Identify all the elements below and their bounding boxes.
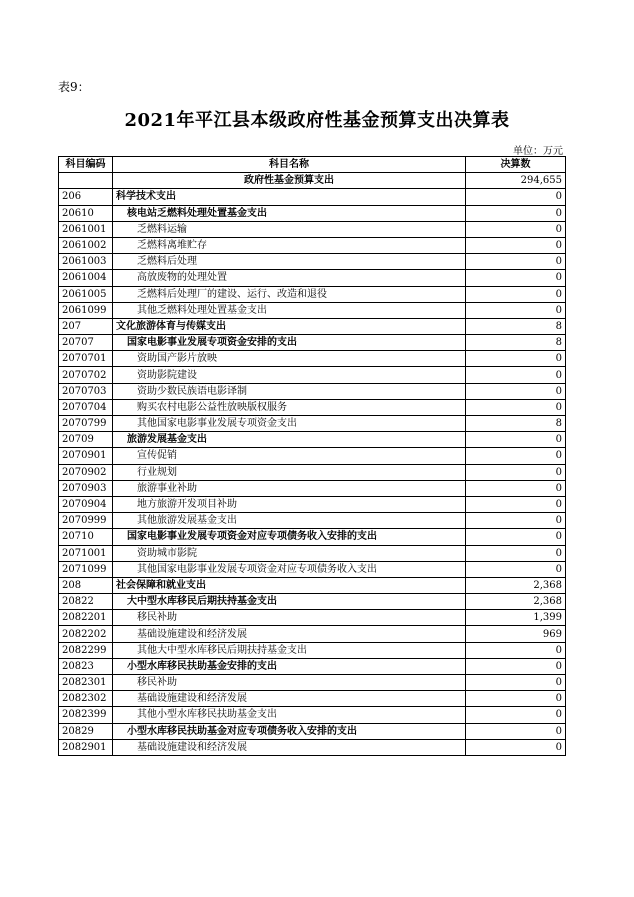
table-body xyxy=(59,173,566,756)
row-amount: 0 xyxy=(466,496,566,512)
row-name: 乏燃料后处理厂的建设、运行、改造和退役 xyxy=(113,286,466,302)
row-amount: 0 xyxy=(466,561,566,577)
table-row xyxy=(59,254,566,270)
row-amount: 0 xyxy=(466,254,566,270)
table-row xyxy=(59,626,566,642)
table-row xyxy=(59,561,566,577)
row-amount: 0 xyxy=(466,642,566,658)
row-amount: 0 xyxy=(466,545,566,561)
row-amount: 0 xyxy=(466,707,566,723)
row-name: 其他国家电影事业发展专项资金支出 xyxy=(113,416,466,432)
row-name: 科学技术支出 xyxy=(113,189,466,205)
row-amount: 0 xyxy=(466,383,566,399)
row-name: 其他国家电影事业发展专项资金对应专项债务收入支出 xyxy=(113,561,466,577)
header-name: 科目名称 xyxy=(113,157,466,173)
row-name: 核电站乏燃料处理处置基金支出 xyxy=(113,205,466,221)
row-code: 2082399 xyxy=(59,707,113,723)
row-name: 宣传促销 xyxy=(113,448,466,464)
row-amount: 0 xyxy=(466,691,566,707)
header-amount: 决算数 xyxy=(466,157,566,173)
row-code: 20822 xyxy=(59,594,113,610)
table-row xyxy=(59,318,566,334)
row-name: 小型水库移民扶助基金对应专项债务收入安排的支出 xyxy=(113,723,466,739)
table-row xyxy=(59,529,566,545)
row-name: 乏燃料运输 xyxy=(113,221,466,237)
row-name: 其他旅游发展基金支出 xyxy=(113,513,466,529)
row-name: 国家电影事业发展专项资金安排的支出 xyxy=(113,335,466,351)
table-row xyxy=(59,383,566,399)
row-amount: 0 xyxy=(466,302,566,318)
row-amount: 2,368 xyxy=(466,577,566,593)
row-name: 资助城市影院 xyxy=(113,545,466,561)
row-amount: 0 xyxy=(466,237,566,253)
row-code: 2082201 xyxy=(59,610,113,626)
row-code: 2061001 xyxy=(59,221,113,237)
table-row xyxy=(59,221,566,237)
row-name: 资助影院建设 xyxy=(113,367,466,383)
row-name: 小型水库移民扶助基金安排的支出 xyxy=(113,658,466,674)
row-code: 207 xyxy=(59,318,113,334)
table-row xyxy=(59,302,566,318)
row-code: 2070903 xyxy=(59,480,113,496)
row-amount: 294,655 xyxy=(466,173,566,189)
row-amount: 0 xyxy=(466,480,566,496)
row-amount: 8 xyxy=(466,416,566,432)
row-code: 2070702 xyxy=(59,367,113,383)
row-name: 国家电影事业发展专项资金对应专项债务收入安排的支出 xyxy=(113,529,466,545)
table-row xyxy=(59,270,566,286)
table-row xyxy=(59,691,566,707)
row-code: 208 xyxy=(59,577,113,593)
row-code: 2082901 xyxy=(59,739,113,755)
row-name: 文化旅游体育与传媒支出 xyxy=(113,318,466,334)
row-code: 2061005 xyxy=(59,286,113,302)
row-amount: 0 xyxy=(466,189,566,205)
row-name: 移民补助 xyxy=(113,610,466,626)
row-name: 乏燃料后处理 xyxy=(113,254,466,270)
row-name: 资助少数民族语电影译制 xyxy=(113,383,466,399)
table-row xyxy=(59,448,566,464)
row-amount: 0 xyxy=(466,286,566,302)
row-code: 20610 xyxy=(59,205,113,221)
row-name: 高放废物的处理处置 xyxy=(113,270,466,286)
row-code: 2070902 xyxy=(59,464,113,480)
row-amount: 0 xyxy=(466,529,566,545)
row-name: 基础设施建设和经济发展 xyxy=(113,691,466,707)
table-row xyxy=(59,173,566,189)
table-row xyxy=(59,416,566,432)
row-name: 旅游发展基金支出 xyxy=(113,432,466,448)
row-code: 2082301 xyxy=(59,675,113,691)
row-amount: 0 xyxy=(466,723,566,739)
table-row xyxy=(59,513,566,529)
row-code: 206 xyxy=(59,189,113,205)
budget-table xyxy=(58,156,566,756)
row-amount: 0 xyxy=(466,351,566,367)
row-amount: 2,368 xyxy=(466,594,566,610)
table-row xyxy=(59,189,566,205)
table-row xyxy=(59,610,566,626)
row-amount: 0 xyxy=(466,399,566,415)
row-name: 大中型水库移民后期扶持基金支出 xyxy=(113,594,466,610)
row-code: 2070703 xyxy=(59,383,113,399)
row-amount: 0 xyxy=(466,448,566,464)
table-row xyxy=(59,594,566,610)
row-name: 基础设施建设和经济发展 xyxy=(113,626,466,642)
row-amount: 0 xyxy=(466,658,566,674)
table-row xyxy=(59,545,566,561)
row-code: 2071099 xyxy=(59,561,113,577)
table-row xyxy=(59,367,566,383)
row-code xyxy=(59,173,113,189)
row-code: 2061003 xyxy=(59,254,113,270)
row-amount: 8 xyxy=(466,335,566,351)
row-amount: 0 xyxy=(466,513,566,529)
table-row xyxy=(59,237,566,253)
row-amount: 8 xyxy=(466,318,566,334)
row-code: 20823 xyxy=(59,658,113,674)
row-amount: 0 xyxy=(466,221,566,237)
row-code: 2071001 xyxy=(59,545,113,561)
row-amount: 969 xyxy=(466,626,566,642)
table-row xyxy=(59,286,566,302)
table-row xyxy=(59,351,566,367)
table-row xyxy=(59,432,566,448)
row-name: 购买农村电影公益性放映版权服务 xyxy=(113,399,466,415)
table-row xyxy=(59,707,566,723)
row-code: 2082202 xyxy=(59,626,113,642)
row-name: 旅游事业补助 xyxy=(113,480,466,496)
unit-label: 单位：万元 xyxy=(513,146,563,157)
table-row xyxy=(59,723,566,739)
row-code: 20707 xyxy=(59,335,113,351)
row-code: 2070901 xyxy=(59,448,113,464)
row-name: 移民补助 xyxy=(113,675,466,691)
table-header-row xyxy=(59,157,566,173)
row-amount: 1,399 xyxy=(466,610,566,626)
row-amount: 0 xyxy=(466,205,566,221)
table-row xyxy=(59,205,566,221)
table-row xyxy=(59,642,566,658)
row-name: 行业规划 xyxy=(113,464,466,480)
table-row xyxy=(59,739,566,755)
table-row xyxy=(59,399,566,415)
row-name: 其他乏燃料处理处置基金支出 xyxy=(113,302,466,318)
table-row xyxy=(59,496,566,512)
row-name: 社会保障和就业支出 xyxy=(113,577,466,593)
row-name: 政府性基金预算支出 xyxy=(113,173,466,189)
row-name: 地方旅游开发项目补助 xyxy=(113,496,466,512)
row-code: 2082299 xyxy=(59,642,113,658)
row-name: 乏燃料离堆贮存 xyxy=(113,237,466,253)
table-row xyxy=(59,480,566,496)
row-amount: 0 xyxy=(466,464,566,480)
row-amount: 0 xyxy=(466,432,566,448)
row-code: 2070999 xyxy=(59,513,113,529)
table-row xyxy=(59,464,566,480)
row-code: 2070904 xyxy=(59,496,113,512)
row-code: 2082302 xyxy=(59,691,113,707)
row-name: 基础设施建设和经济发展 xyxy=(113,739,466,755)
row-amount: 0 xyxy=(466,270,566,286)
row-code: 20710 xyxy=(59,529,113,545)
row-code: 2070701 xyxy=(59,351,113,367)
row-code: 2070704 xyxy=(59,399,113,415)
row-amount: 0 xyxy=(466,675,566,691)
table-row xyxy=(59,335,566,351)
row-code: 2061002 xyxy=(59,237,113,253)
table-number: 表9： xyxy=(58,80,90,94)
row-name: 资助国产影片放映 xyxy=(113,351,466,367)
row-code: 2061004 xyxy=(59,270,113,286)
row-name: 其他小型水库移民扶助基金支出 xyxy=(113,707,466,723)
row-amount: 0 xyxy=(466,367,566,383)
row-code: 2070799 xyxy=(59,416,113,432)
row-amount: 0 xyxy=(466,739,566,755)
header-code: 科目编码 xyxy=(59,157,113,173)
table-row xyxy=(59,577,566,593)
row-code: 20709 xyxy=(59,432,113,448)
table-row xyxy=(59,675,566,691)
row-code: 2061099 xyxy=(59,302,113,318)
document-title: 2021年平江县本级政府性基金预算支出决算表 xyxy=(124,110,510,131)
row-name: 其他大中型水库移民后期扶持基金支出 xyxy=(113,642,466,658)
table-row xyxy=(59,658,566,674)
row-code: 20829 xyxy=(59,723,113,739)
